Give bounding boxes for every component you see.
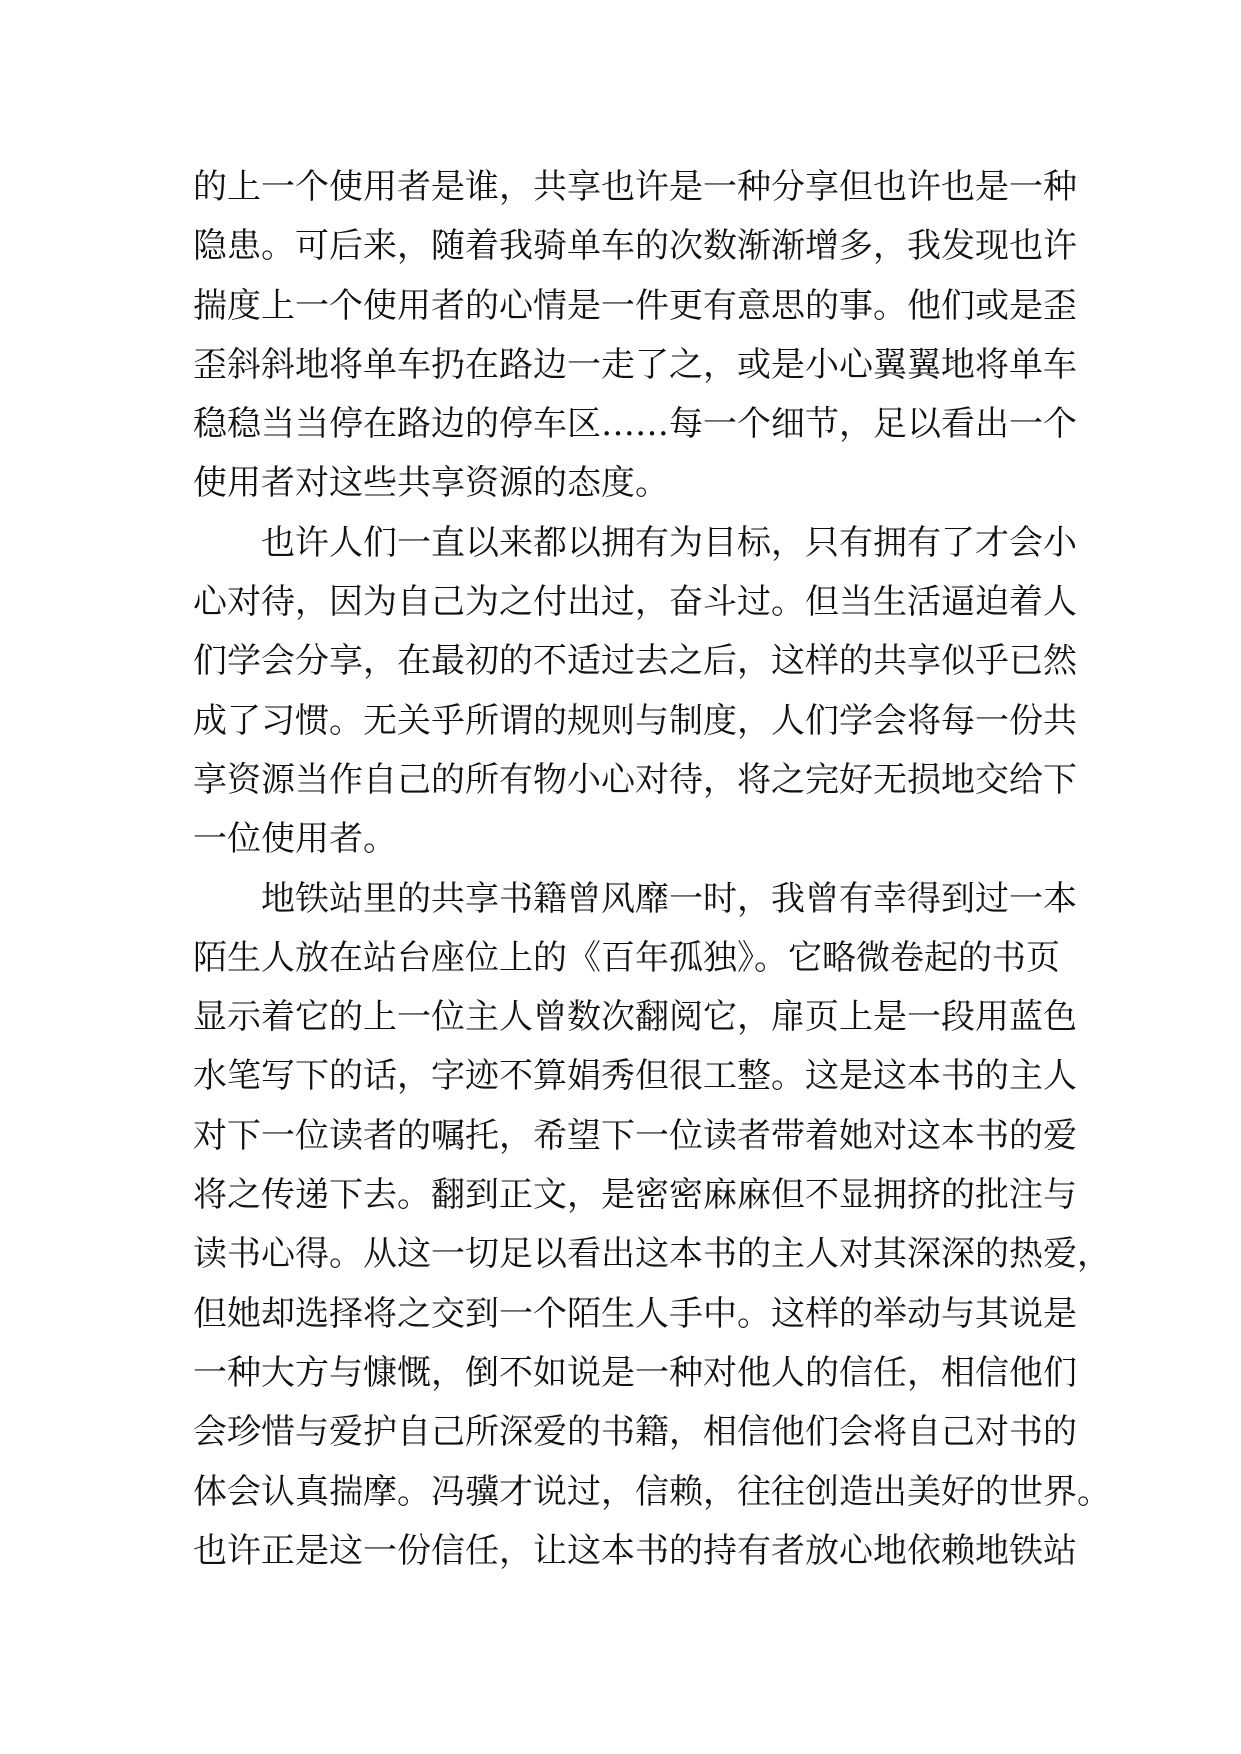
text-line: 也许正是这一份信任，让这本书的持有者放心地依赖地铁站 (193, 1530, 1077, 1571)
text-line: 们学会分享，在最初的不适过去之后，这样的共享似乎已然 (193, 641, 1077, 682)
text-line: 成了习惯。无关乎所谓的规则与制度，人们学会将每一份共 (193, 700, 1077, 741)
text-line: 将之传递下去。翻到正文，是密密麻麻但不显拥挤的批注与 (193, 1175, 1077, 1216)
text-line: 但她却选择将之交到一个陌生人手中。这样的举动与其说是 (193, 1293, 1077, 1334)
paragraph-3 (193, 870, 1111, 1582)
text-line: 对下一位读者的嘱托，希望下一位读者带着她对这本书的爱 (193, 1115, 1077, 1156)
text-line: 地铁站里的共享书籍曾风靡一时，我曾有幸得到过一本 (193, 878, 1077, 919)
text-line: 水笔写下的话，字迹不算娟秀但很工整。这是这本书的主人 (193, 1056, 1077, 1097)
text-line: 享资源当作自己的所有物小心对待，将之完好无损地交给下 (193, 759, 1077, 800)
text-line: 隐患。可后来，随着我骑单车的次数渐渐增多，我发现也许 (193, 226, 1077, 267)
text-line: 一种大方与慷慨，倒不如说是一种对他人的信任，相信他们 (193, 1352, 1077, 1393)
text-line: 也许人们一直以来都以拥有为目标，只有拥有了才会小 (193, 522, 1077, 563)
text-line: 心对待，因为自己为之付出过，奋斗过。但当生活逼迫着人 (193, 582, 1077, 623)
text-line: 揣度上一个使用者的心情是一件更有意思的事。他们或是歪 (193, 285, 1077, 326)
text-line: 使用者对这些共享资源的态度。 (193, 463, 669, 504)
text-line: 陌生人放在站台座位上的《百年孤独》。它略微卷起的书页 (193, 937, 1060, 978)
text-line: 会珍惜与爱护自己所深爱的书籍，相信他们会将自己对书的 (193, 1412, 1077, 1453)
body-text (193, 158, 1111, 1581)
text-line: 体会认真揣摩。冯骥才说过，信赖，往往创造出美好的世界。 (193, 1471, 1111, 1512)
paragraph-2 (193, 514, 1077, 870)
text-line: 歪斜斜地将单车扔在路边一走了之，或是小心翼翼地将单车 (193, 344, 1077, 385)
text-line: 显示着它的上一位主人曾数次翻阅它，扉页上是一段用蓝色 (193, 997, 1077, 1038)
text-line: 读书心得。从这一切足以看出这本书的主人对其深深的热爱， (193, 1234, 1111, 1275)
text-line: 稳稳当当停在路边的停车区……每一个细节，足以看出一个 (193, 404, 1077, 445)
text-line: 的上一个使用者是谁，共享也许是一种分享但也许也是一种 (193, 167, 1077, 207)
paragraph-1 (193, 158, 1077, 514)
text-line: 一位使用者。 (193, 819, 397, 860)
